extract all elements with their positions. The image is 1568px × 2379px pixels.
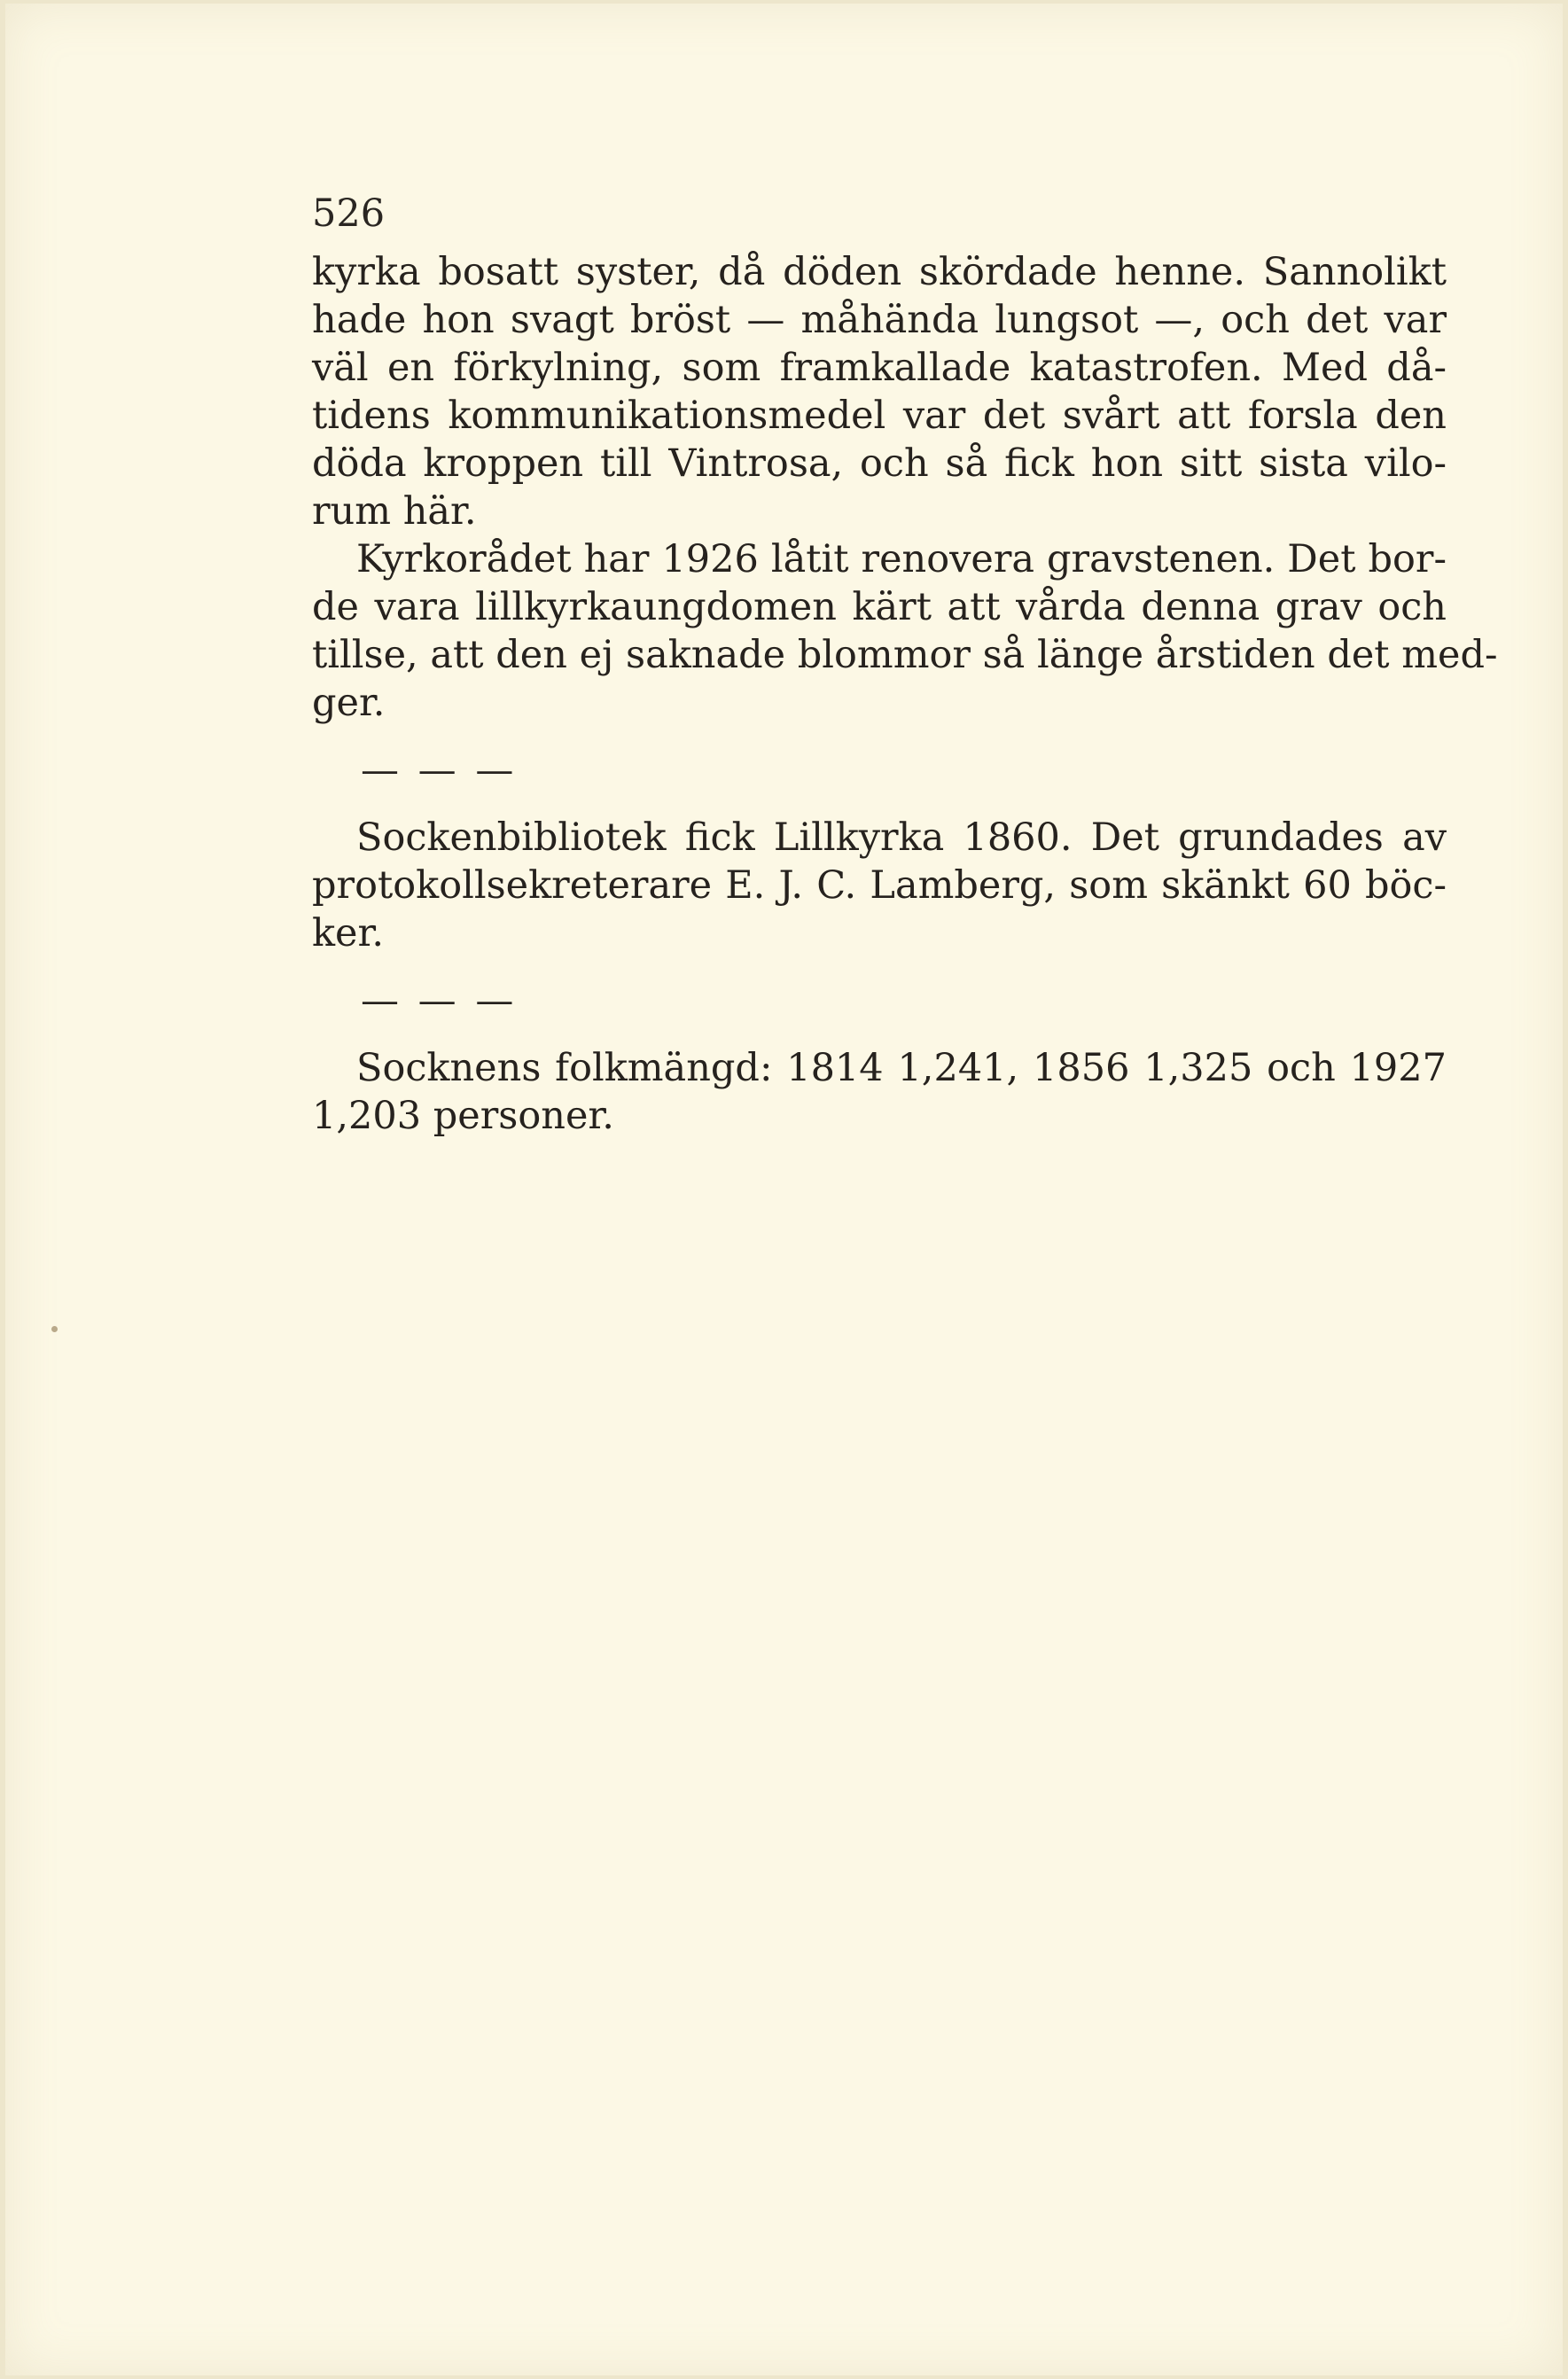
paragraph-population bbox=[312, 1044, 1447, 1140]
text-line: Socknens folkmängd: 1814 1,241, 1856 1,325 och 1927 bbox=[356, 1046, 1447, 1090]
text-line: ger. bbox=[312, 681, 386, 725]
paragraph-grave bbox=[312, 248, 1447, 535]
section-separator: — — — bbox=[361, 979, 518, 1023]
text-line: Sockenbibliotek fick Lillkyrka 1860. Det grundades av bbox=[356, 815, 1447, 860]
text-line: väl en förkylning, som framkallade katastrofen. Med då- bbox=[312, 346, 1447, 390]
text-line: tidens kommunikationsmedel var det svårt att forsla den bbox=[312, 394, 1447, 438]
text-line: 1,203 personer. bbox=[312, 1094, 614, 1138]
text-line: protokollsekreterare E. J. C. Lamberg, som skänkt 60 böc- bbox=[312, 863, 1447, 908]
text-line: kyrka bosatt syster, då döden skördade henne. Sannolikt bbox=[312, 250, 1447, 294]
text-line: ker. bbox=[312, 911, 385, 956]
paragraph-gravestone bbox=[312, 535, 1498, 727]
paper-speck bbox=[51, 1326, 58, 1332]
text-line: Kyrkorådet har 1926 låtit renovera gravstenen. Det bor- bbox=[356, 537, 1447, 581]
page-number: 526 bbox=[312, 191, 386, 236]
text-line: de vara lillkyrkaungdomen kärt att vårda denna grav och bbox=[312, 585, 1447, 629]
book-page bbox=[5, 4, 1563, 2375]
text-line: döda kroppen till Vintrosa, och så fick hon sitt sista vilo- bbox=[312, 441, 1447, 486]
body-text bbox=[312, 248, 1498, 1140]
text-line: tillse, att den ej saknade blommor så länge årstiden det med- bbox=[312, 633, 1498, 677]
section-separator: — — — bbox=[361, 748, 518, 792]
paragraph-library bbox=[312, 814, 1447, 957]
text-line: hade hon svagt bröst — måhända lungsot —, och det var bbox=[312, 298, 1447, 342]
text-line: rum här. bbox=[312, 489, 477, 534]
